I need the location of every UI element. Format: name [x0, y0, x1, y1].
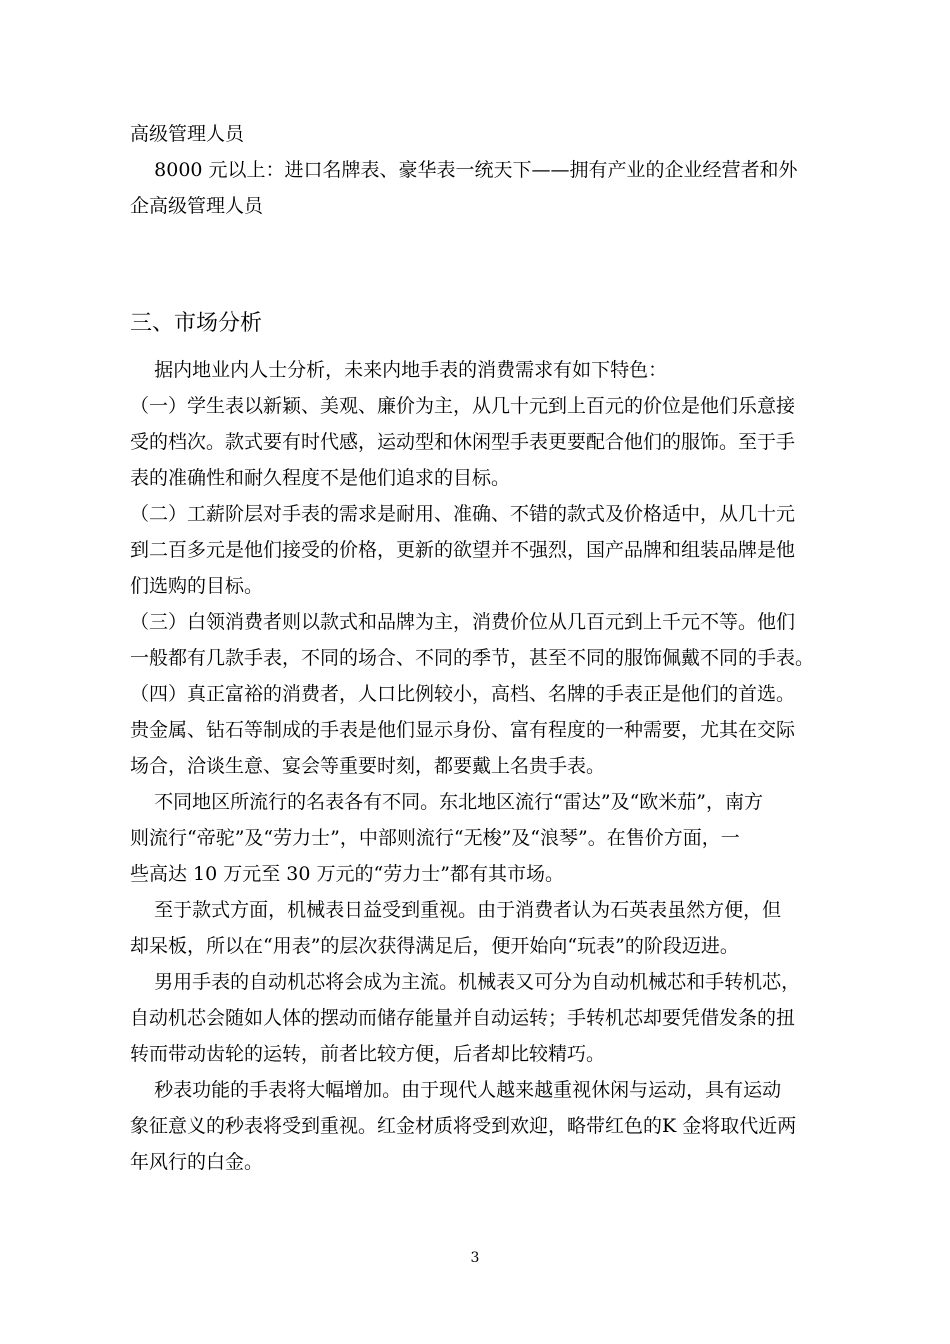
text-line: 男用手表的自动机芯将会成为主流。机械表又可分为自动机械芯和手转机芯， — [130, 971, 801, 993]
market-analysis-body — [130, 352, 815, 1180]
text-line: 自动机芯会随如人体的摆动而储存能量并自动运转；手转机芯却要凭借发条的扭 — [130, 1007, 796, 1029]
text-line: 则流行“帝驼”及“劳力士”，中部则流行“无梭”及“浪琴”。在售价方面，一 — [130, 827, 740, 849]
text-line: 们选购的目标。 — [130, 575, 264, 597]
text-line: 却呆板，所以在“用表”的层次获得满足后，便开始向“玩表”的阶段迈进。 — [130, 935, 739, 957]
text-line: 表的准确性和耐久程度不是他们追求的目标。 — [130, 467, 511, 489]
intro-text-block — [130, 116, 810, 224]
text-line: 些高达 10 万元至 30 万元的“劳力士”都有其市场。 — [130, 863, 564, 885]
text-line: 至于款式方面，机械表日益受到重视。由于消费者认为石英表虽然方便，但 — [130, 899, 782, 921]
text-line: 年风行的白金。 — [130, 1151, 264, 1173]
text-line: 贵金属、钻石等制成的手表是他们显示身份、富有程度的一种需要，尤其在交际 — [130, 719, 796, 741]
text-line: 不同地区所流行的名表各有不同。东北地区流行“雷达”及“欧米茄”，南方 — [130, 791, 764, 813]
text-line: 据内地业内人士分析，未来内地手表的消费需求有如下特色： — [130, 359, 668, 381]
text-line: 高级管理人员 — [130, 123, 245, 145]
text-line: 场合，洽谈生意、宴会等重要时刻，都要戴上名贵手表。 — [130, 755, 606, 777]
text-line: 8000 元以上：进口名牌表、豪华表一统天下——拥有产业的企业经营者和外 — [130, 159, 798, 181]
text-line: 秒表功能的手表将大幅增加。由于现代人越来越重视休闲与运动，具有运动 — [130, 1079, 782, 1101]
text-line: 到二百多元是他们接受的价格，更新的欲望并不强烈，国产品牌和组装品牌是他 — [130, 539, 796, 561]
page-number: 3 — [470, 1250, 480, 1266]
text-line: （一）学生表以新颖、美观、廉价为主，从几十元到上百元的价位是他们乐意接 — [130, 395, 796, 417]
text-line: （四）真正富裕的消费者，人口比例较小，高档、名牌的手表正是他们的首选。 — [130, 683, 796, 705]
text-line: 一般都有几款手表，不同的场合、不同的季节，甚至不同的服饰佩戴不同的手表。 — [130, 647, 815, 669]
text-line: 受的档次。款式要有时代感，运动型和休闲型手表更要配合他们的服饰。至于手 — [130, 431, 796, 453]
text-line: （三）白领消费者则以款式和品牌为主，消费价位从几百元到上千元不等。他们 — [130, 611, 796, 633]
text-line: 转而带动齿轮的运转，前者比较方便，后者却比较精巧。 — [130, 1043, 606, 1065]
text-line: 象征意义的秒表将受到重视。红金材质将受到欢迎，略带红色的K 金将取代近两 — [130, 1115, 797, 1137]
text-line: 企高级管理人员 — [130, 195, 264, 217]
section-heading: 三、市场分析 — [130, 311, 263, 336]
text-line: （二）工薪阶层对手表的需求是耐用、准确、不错的款式及价格适中，从几十元 — [130, 503, 796, 525]
